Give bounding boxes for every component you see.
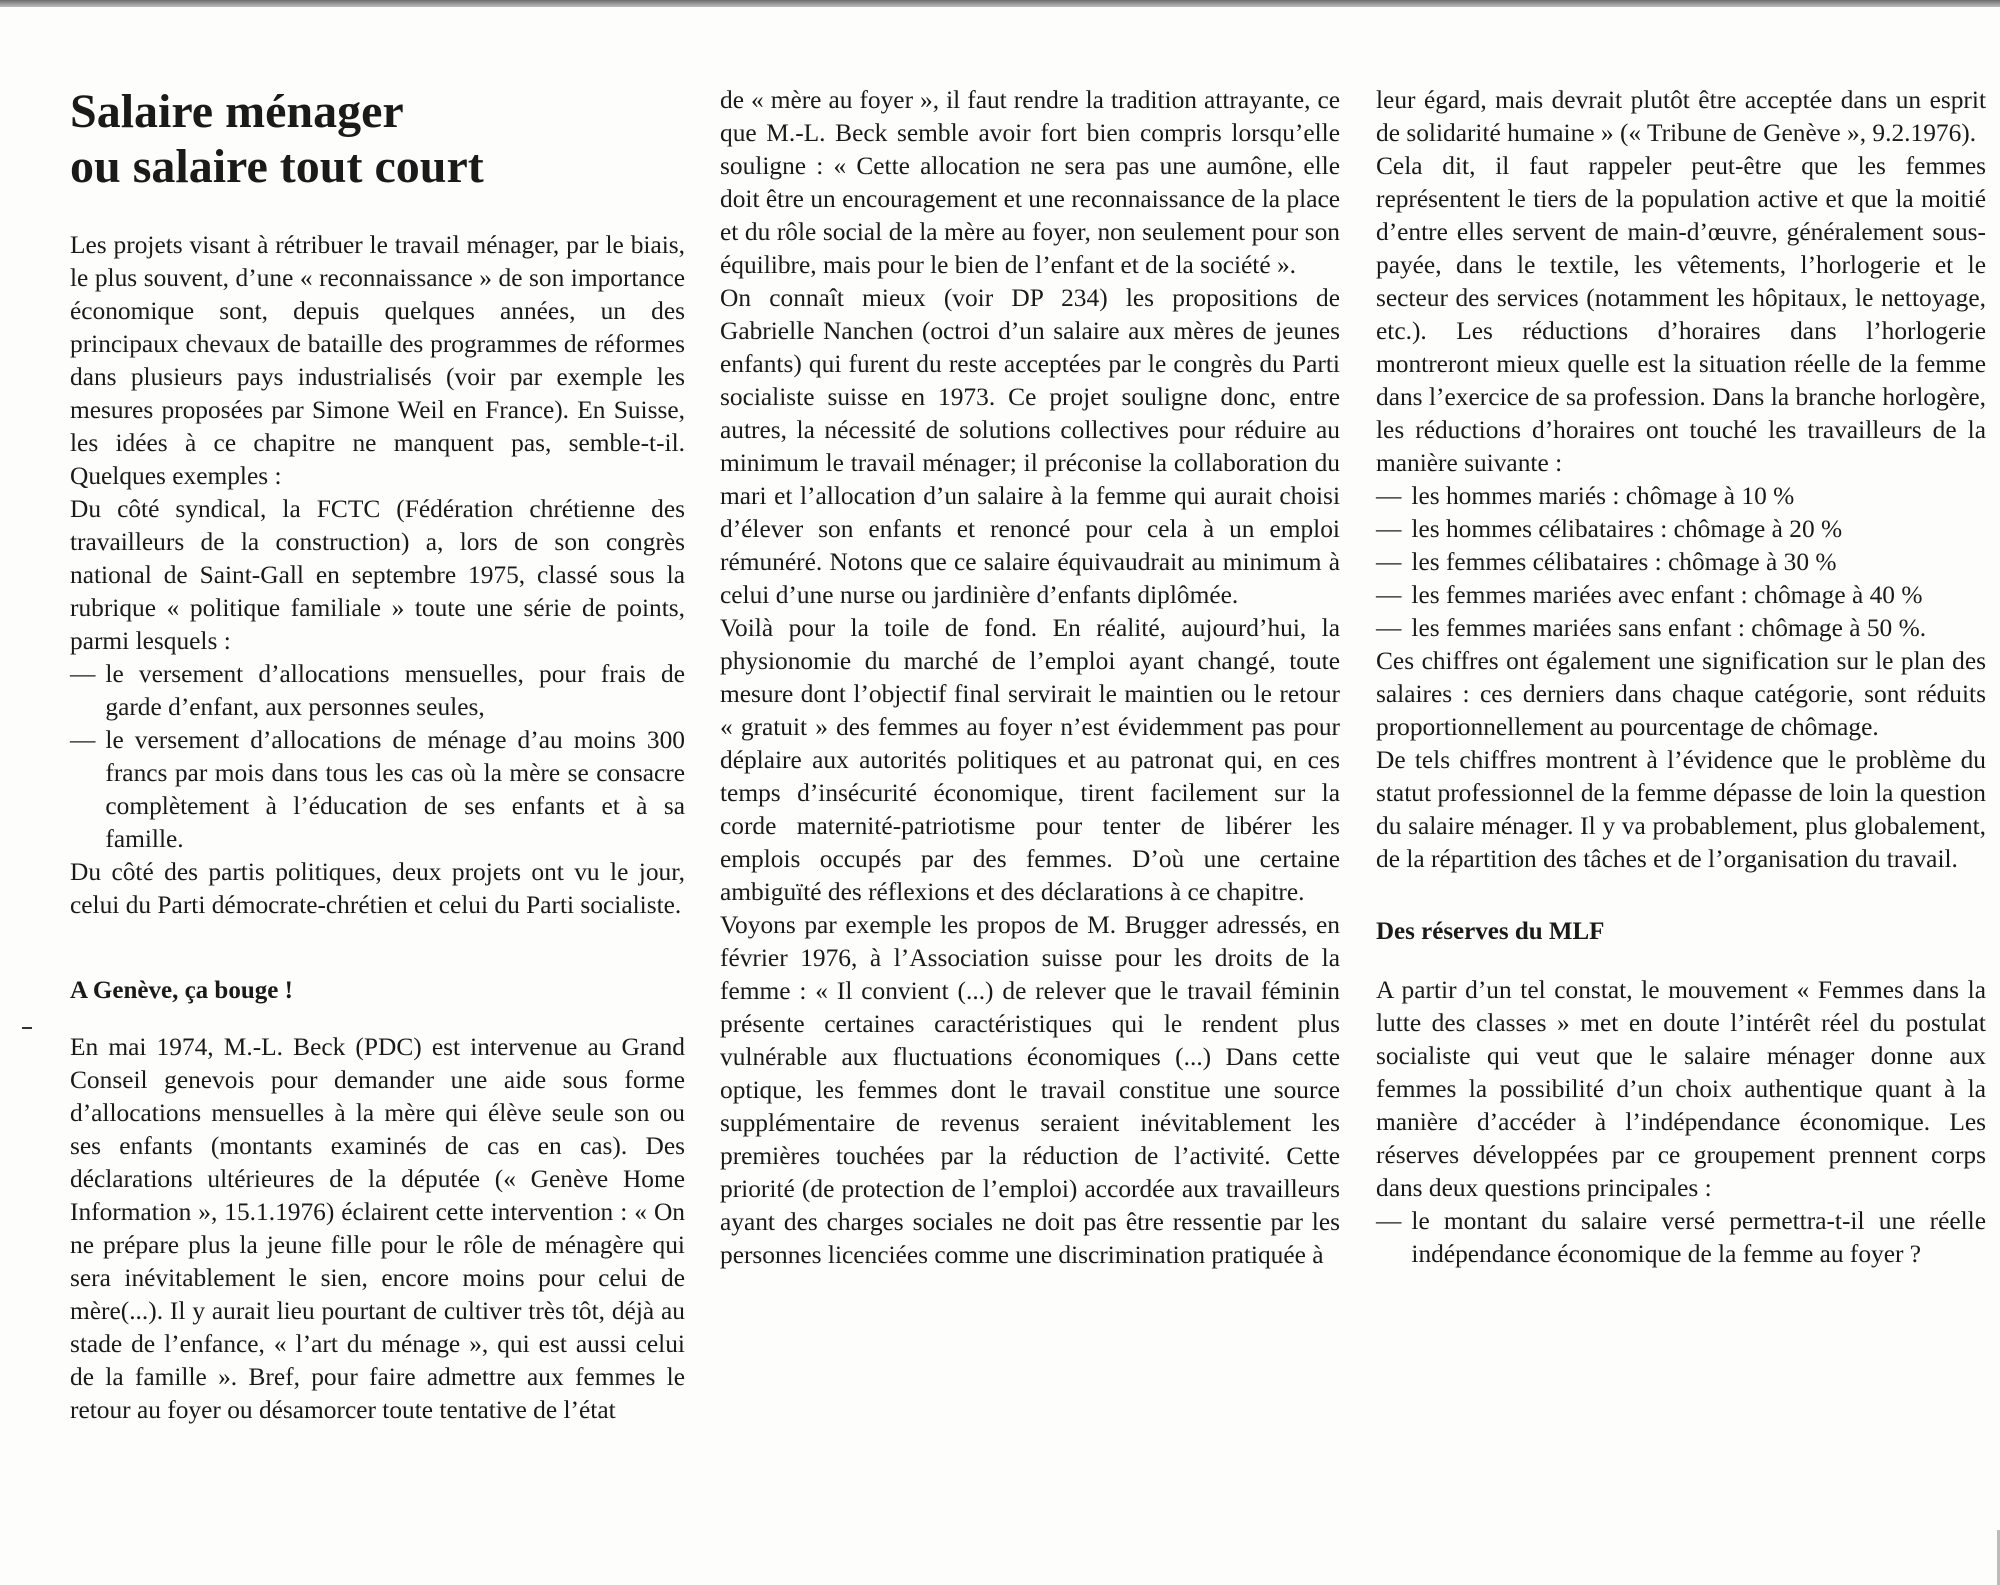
list-item	[1376, 513, 1986, 546]
margin-mark	[22, 1027, 32, 1029]
paragraph-brugger: Voyons par exemple les propos de M. Brugger adressés, en février 1976, à l’Association suisse pour les droits de la femme : « Il convient (...) de relever que le travail féminin présente certaines caractéristiques qui le rendent plus vulnérable aux fluctuations économiques (...) Dans cette optique, les femmes dont le travail constitue une source supplémentaire de revenus seraient inévitablement les premières touchées par la réduction de l’activité. Cette priorité (de protection de l’emploi) accordée aux travailleurs ayant des charges sociales ne doit pas être ressentie par les personnes licenciées comme une discrimination pratiquée à	[720, 911, 1340, 1269]
list-item-text: les femmes mariées sans enfant : chômage à 50 %.	[1411, 614, 1927, 642]
column-2	[720, 84, 1340, 1272]
unemployment-list	[1376, 480, 1986, 645]
list-item	[1376, 546, 1986, 579]
title-line-1: Salaire ménager	[70, 85, 404, 138]
paragraph-nanchen: On connaît mieux (voir DP 234) les propositions de Gabrielle Nanchen (octroi d’un salaire aux mères de jeunes enfants) qui furent du reste acceptées par le congrès du Parti socialiste suisse en 1973. Ce projet souligne donc, entre autres, la nécessité de solutions collectives pour réduire au minimum le travail ménager; il préconise la collaboration du mari et l’allocation d’un salaire à la femme qui aurait choisi d’élever son enfants et renoncé pour cela à un emploi rémunéré. Notons que ce salaire équivaudrait au minimum à celui d’une nurse ou jardinière d’enfants diplômée.	[720, 284, 1340, 609]
dash: —	[1376, 1207, 1402, 1235]
list-item-text: le montant du salaire versé permettra-t-il une réelle indépendance économique de la femme au foyer ?	[1411, 1207, 1986, 1268]
column-3	[1376, 84, 1986, 1271]
paragraph-mere-au-foyer: de « mère au foyer », il faut rendre la tradition attrayante, ce que M.-L. Beck semble avoir fort bien compris lorsqu’elle souligne : « Cette allocation ne sera pas une aumône, elle doit être un encouragement et une reconnaissance de la place et du rôle social de la mère au foyer, non seulement pour son équilibre, mais pour le bien de l’enfant et de la société ».	[720, 86, 1340, 279]
dash: —	[1376, 614, 1402, 642]
list-item	[1376, 612, 1986, 645]
paragraph-salaires: Ces chiffres ont également une signification sur le plan des salaires : ces derniers dans chaque catégorie, sont réduits proportionnellement au pourcentage de chômage.	[1376, 647, 1986, 741]
dash: —	[1376, 515, 1402, 543]
list-item	[1376, 480, 1986, 513]
paragraph-mlf: A partir d’un tel constat, le mouvement « Femmes dans la lutte des classes » met en doute l’intérêt réel du postulat socialiste qui veut que le salaire ménager donne aux femmes la possibilité d’un choix authentique quant à la manière d’accéder à l’indépendance économique. Les réserves développées par ce groupement prennent corps dans deux questions principales :	[1376, 976, 1986, 1202]
list-item	[1376, 1205, 1986, 1271]
dash: —	[70, 726, 96, 754]
list-item-text: les hommes célibataires : chômage à 20 %	[1411, 515, 1843, 543]
paragraph-toile-de-fond: Voilà pour la toile de fond. En réalité, aujourd’hui, la physionomie du marché de l’emploi ayant changé, toute mesure dont l’objectif final servirait le maintien ou le retour « gratuit » des femmes au foyer n’est évidemment pas pour déplaire aux autorités politiques et au patronat qui, en ces temps d’insécurité économique, tirent facilement sur la corde maternité-patriotisme pour tenter de libérer les emplois occupés par des femmes. D’où une certaine ambiguïté des réflexions et des déclarations à ce chapitre.	[720, 614, 1340, 906]
list-item-text: les femmes mariées avec enfant : chômage à 40 %	[1411, 581, 1923, 609]
list-item	[1376, 579, 1986, 612]
list-item-text: les femmes célibataires : chômage à 30 %	[1411, 548, 1837, 576]
subheading-mlf: Des réserves du MLF	[1376, 918, 1605, 945]
paragraph-intro: Les projets visant à rétribuer le travail ménager, par le biais, le plus souvent, d’une « reconnaissance » de son importance économique sont, depuis quelques années, un des principaux chevaux de bataille des programmes de réformes dans plusieurs pays industrialisés (voir par exemple les mesures proposées par Simone Weil en France). En Suisse, les idées à ce chapitre ne manquent pas, semble-t-il. Quelques exemples :	[70, 231, 685, 490]
paragraph-fctc: Du côté syndical, la FCTC (Fédération chrétienne des travailleurs de la construction) a, lors de son congrès national de Saint-Gall en septembre 1975, classé sous la rubrique « politique familiale » toute une série de points, parmi lesquels :	[70, 495, 685, 655]
column-1	[70, 84, 685, 1427]
dash: —	[1376, 581, 1402, 609]
dash: —	[1376, 482, 1402, 510]
paragraph-population-active: Cela dit, il faut rappeler peut-être que les femmes représentent le tiers de la population active et que la moitié d’entre elles servent de main-d’œuvre, généralement sous-payée, dans le textile, les vêtements, l’horlogerie et le secteur des services (notamment les hôpitaux, le nettoyage, etc.). Les réductions d’horaires dans l’horlogerie montreront mieux quelle est la situation réelle de la femme dans l’exercice de sa profession. Dans la branche horlogère, les réductions d’horaires ont touché les travailleurs de la manière suivante :	[1376, 152, 1986, 477]
dash: —	[1376, 548, 1402, 576]
list-item-text: les hommes mariés : chômage à 10 %	[1411, 482, 1795, 510]
article-title	[70, 84, 685, 194]
list-item	[70, 658, 685, 724]
title-line-2: ou salaire tout court	[70, 140, 484, 193]
list-item-text: le versement d’allocations mensuelles, pour frais de garde d’enfant, aux personnes seules,	[105, 660, 685, 721]
paragraph-partis: Du côté des partis politiques, deux projets ont vu le jour, celui du Parti démocrate-chrétien et celui du Parti socialiste.	[70, 858, 685, 919]
paragraph-geneve: En mai 1974, M.-L. Beck (PDC) est intervenue au Grand Conseil genevois pour demander une aide sous forme d’allocations mensuelles à la mère qui élève seule son ou ses enfants (montants examinés de cas en cas). Des déclarations ultérieures de la députée (« Genève Home Information », 15.1.1976) éclairent cette intervention : « On ne prépare plus la jeune fille pour le rôle de ménagère qui sera inévitablement le sien, encore moins pour celui de mère(...). Il y aurait lieu pourtant de cultiver très tôt, déjà au stade de l’enfance, « l’art du ménage », qui est aussi celui de la famille ». Bref, pour faire admettre aux femmes le retour au foyer ou désamorcer toute tentative de l’état	[70, 1033, 685, 1424]
dash: —	[70, 660, 96, 688]
list-item	[70, 724, 685, 856]
paragraph-statut: De tels chiffres montrent à l’évidence que le problème du statut professionnel de la femme dépasse de loin la question du salaire ménager. Il y va probablement, plus globalement, de la répartition des tâches et de l’organisation du travail.	[1376, 746, 1986, 873]
paragraph-solidarite: leur égard, mais devrait plutôt être acceptée dans un esprit de solidarité humaine » (« Tribune de Genève », 9.2.1976).	[1376, 86, 1986, 147]
list-item-text: le versement d’allocations de ménage d’au moins 300 francs par mois dans tous les cas où la mère se consacre complètement à l’éducation de ses enfants et à sa famille.	[105, 726, 685, 853]
top-rule	[0, 0, 2000, 7]
subheading-geneve: A Genève, ça bouge !	[70, 977, 293, 1004]
